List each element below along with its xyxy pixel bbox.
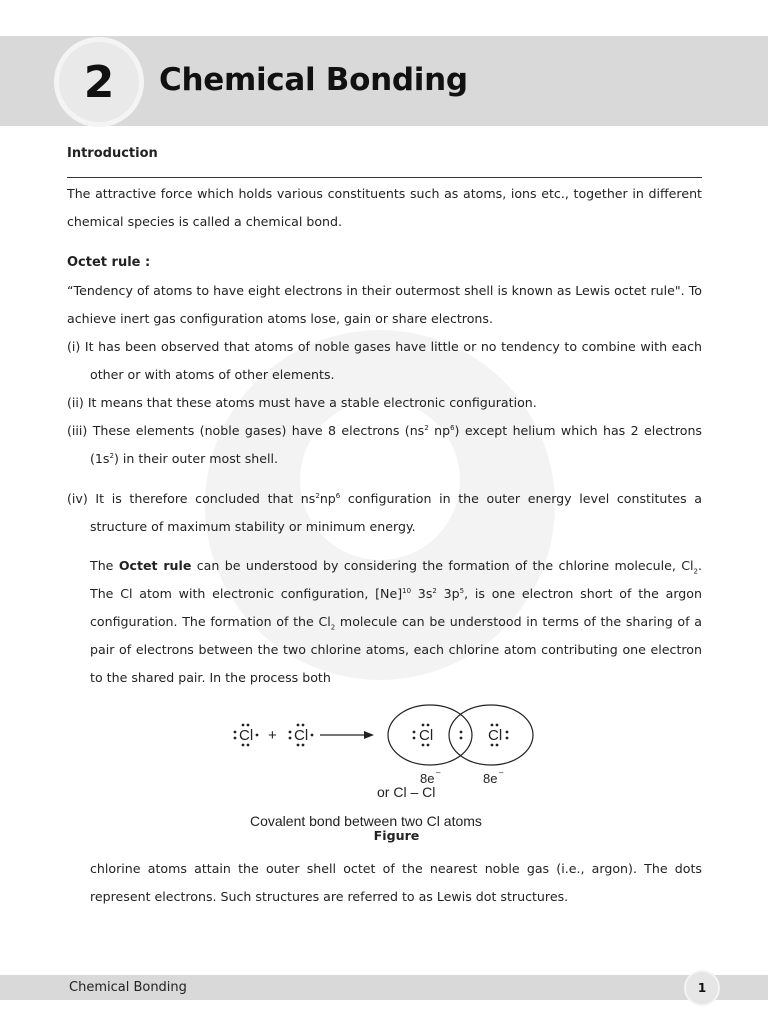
figure-caption: Covalent bond between two Cl atoms <box>250 813 482 828</box>
svg-text:–: – <box>436 768 441 777</box>
octet-item-4: (iv) It is therefore concluded that $ns^2np^6$ configuration in the outer energy level constitutes a structure of maximum stability or minimum energy. <box>67 491 702 534</box>
chapter-title: Chemical Bonding <box>159 62 468 98</box>
figure-label: Figure <box>373 828 420 843</box>
octet-item-2: (ii) It means that these atoms must have a stable electronic configuration. <box>67 395 537 410</box>
octet-rule-heading: Octet rule : <box>67 255 151 270</box>
lewis-diagram <box>67 698 702 828</box>
cl-atom-right-2: Cl <box>488 727 503 744</box>
plus-sign: + <box>268 727 277 744</box>
footer-title: Chemical Bonding <box>69 980 187 995</box>
octet-count-left: 8e <box>420 771 435 786</box>
cl-atom-left-2: Cl <box>294 727 309 744</box>
cl-atom-left-1: Cl <box>239 727 254 744</box>
cl-cl-formula: or Cl – Cl <box>377 784 436 800</box>
octet-item-1: (i) It has been observed that atoms of noble gases have little or no tendency to combine with each other or with atoms of other elements. <box>67 339 702 382</box>
cl-atom-right-1: Cl <box>419 727 434 744</box>
lewis-figure <box>67 698 702 828</box>
octet-definition: “Tendency of atoms to have eight electrons in their outermost shell is known as Lewis octet rule". To achieve inert gas configuration atoms lose, gain or share electrons. <box>67 283 702 326</box>
chapter-number-badge <box>54 37 144 127</box>
octet-count-right: 8e <box>483 771 498 786</box>
svg-text:–: – <box>499 768 504 777</box>
intro-text: The attractive force which holds various constituents such as atoms, ions etc., together in different chemical species is called a chemical bond. <box>67 186 702 229</box>
page-number: 1 <box>697 981 707 995</box>
intro-heading: Introduction <box>67 140 702 178</box>
octet-rule-paragraph: The Octet rule can be understood by considering the formation of the chlorine molecule, $Cl_2$. The Cl atom with electronic configuration, $[Ne]^{10}$ $3s^2$ $3p^5$, is one electron short of the argon configuration. The formation of the $Cl_2$ molecule can be understood in terms of the sharing of a pair of electrons between the two chlorine atoms, each chlorine atom contributing one electron to the shared pair. In the process both <box>90 558 702 685</box>
octet-item-3: (iii) These elements (noble gases) have 8 electrons ($ns^2$ $np^6$) except helium which has 2 electrons $(1s^2)$ in their outer most shell. <box>67 423 702 466</box>
page-content <box>67 140 702 911</box>
closing-paragraph: chlorine atoms attain the outer shell octet of the nearest noble gas (i.e., argon). The dots represent electrons. Such structures are referred to as Lewis dot structures. <box>90 861 702 904</box>
chapter-number: 2 <box>83 56 115 108</box>
reaction-arrow-head <box>364 731 374 739</box>
page-number-badge <box>684 970 720 1006</box>
